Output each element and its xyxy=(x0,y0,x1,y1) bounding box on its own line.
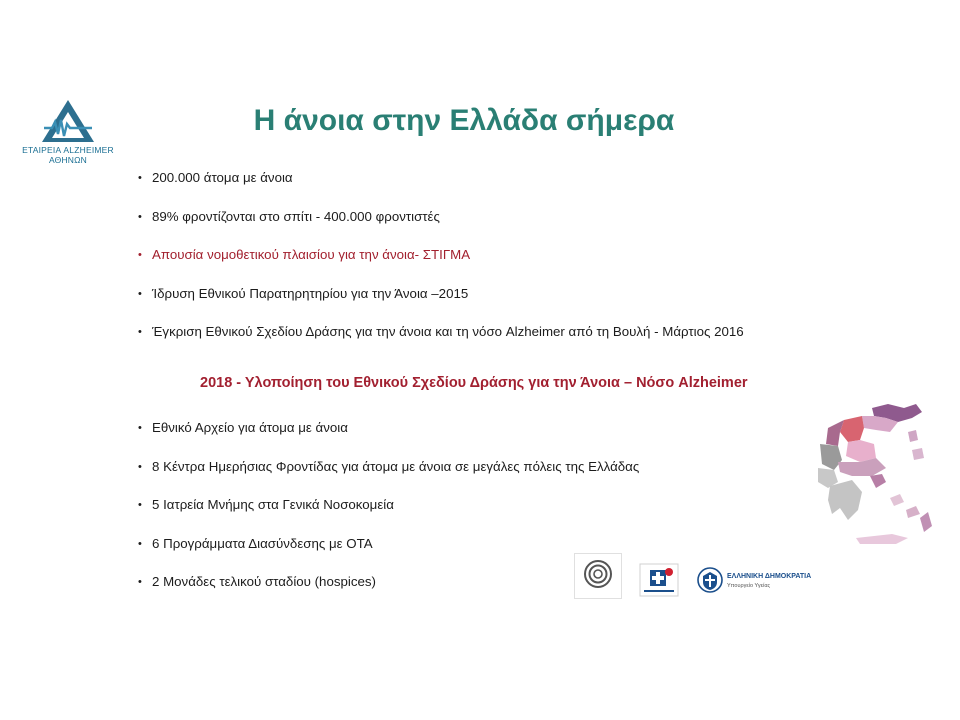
bullet-item xyxy=(138,573,376,591)
bullet-item xyxy=(138,323,744,341)
greek-emblem-icon xyxy=(697,566,723,594)
bullet-text: 5 Ιατρεία Μνήμης στα Γενικά Νοσοκομεία xyxy=(152,497,394,512)
bullet-text: 89% φροντίζονται στο σπίτι - 400.000 φροντιστές xyxy=(152,208,440,224)
map-region-peloponnese xyxy=(828,480,862,520)
medical-cross-icon xyxy=(636,560,682,600)
partner-logo-health xyxy=(636,560,682,600)
gov-ministry: Υπουργείο Υγείας xyxy=(727,583,771,589)
bullet-dot-icon: • xyxy=(138,499,142,511)
bullet-dot-icon: • xyxy=(138,460,142,473)
map-region-north-aegean xyxy=(908,430,918,442)
gov-name: ΕΛΛΗΝΙΚΗ ΔΗΜΟΚΡΑΤΙΑ xyxy=(727,573,812,580)
bullet-text: 6 Προγράμματα Διασύνδεσης με ΟΤΑ xyxy=(152,535,373,551)
bullet-dot-icon: • xyxy=(138,210,142,223)
bullet-dot-icon: • xyxy=(138,249,142,261)
map-region-macedonia-central xyxy=(840,416,864,442)
bullet-text: 2 Μονάδες τελικού σταδίου (hospices) xyxy=(152,574,376,589)
bullet-item xyxy=(138,496,394,514)
bullet-dot-icon: • xyxy=(138,172,142,184)
bullet-item xyxy=(138,535,373,553)
partner-logo-dementia xyxy=(574,553,622,599)
bullet-dot-icon: • xyxy=(138,326,142,338)
slide-title: Η άνοια στην Ελλάδα σήμερα xyxy=(253,104,675,137)
bullet-item xyxy=(138,419,348,437)
map-region-dodecanese xyxy=(920,512,932,532)
logo-text-line2: ΑΘΗΝΩΝ xyxy=(48,155,88,165)
bullet-text: Έγκριση Εθνικού Σχεδίου Δράσης για την άνοια και τη νόσο Alzheimer από τη Βουλή - Μάρτιος 2016 xyxy=(152,324,744,339)
map-region-epirus xyxy=(820,444,842,470)
bullet-dot-icon: • xyxy=(138,537,142,550)
dementia-circle-icon xyxy=(574,553,622,599)
bullet-item xyxy=(138,458,639,476)
map-region-north-aegean-2 xyxy=(912,448,924,460)
bullet-text: 8 Κέντρα Ημερήσιας Φροντίδας για άτομα με άνοια σε μεγάλες πόλεις της Ελλάδας xyxy=(152,458,640,474)
map-region-thessaly xyxy=(846,440,876,462)
bullet-dot-icon: • xyxy=(138,422,142,434)
bullet-item xyxy=(138,285,468,303)
map-region-attica xyxy=(870,474,886,488)
map-region-south-aegean-2 xyxy=(906,506,920,518)
bullet-text: 200.000 άτομα με άνοια xyxy=(152,170,293,185)
bullet-item xyxy=(138,169,293,187)
partner-logo-hellenic-republic xyxy=(697,566,815,596)
bullet-text: Εθνικό Αρχείο για άτομα με άνοια xyxy=(152,420,348,435)
map-region-crete xyxy=(856,534,908,544)
logo-text-line1: ΕΤΑΙΡΕΙΑ ALZHEIMER xyxy=(22,145,114,155)
greece-regions-map xyxy=(812,402,936,550)
bullet-item xyxy=(138,246,470,264)
bullet-dot-icon: • xyxy=(138,576,142,588)
bullet-text: Απουσία νομοθετικού πλαισίου για την άνοια- ΣΤΙΓΜΑ xyxy=(152,247,471,262)
bullet-item xyxy=(138,208,440,226)
plan-2018-heading: 2018 - Υλοποίηση του Εθνικού Σχεδίου Δράσης για την Άνοια – Νόσο Alzheimer xyxy=(200,375,748,391)
bullet-text: Ίδρυση Εθνικού Παρατηρητηρίου για την Άνοια –2015 xyxy=(152,285,469,301)
bullet-dot-icon: • xyxy=(138,287,142,300)
map-region-south-aegean xyxy=(890,494,904,506)
